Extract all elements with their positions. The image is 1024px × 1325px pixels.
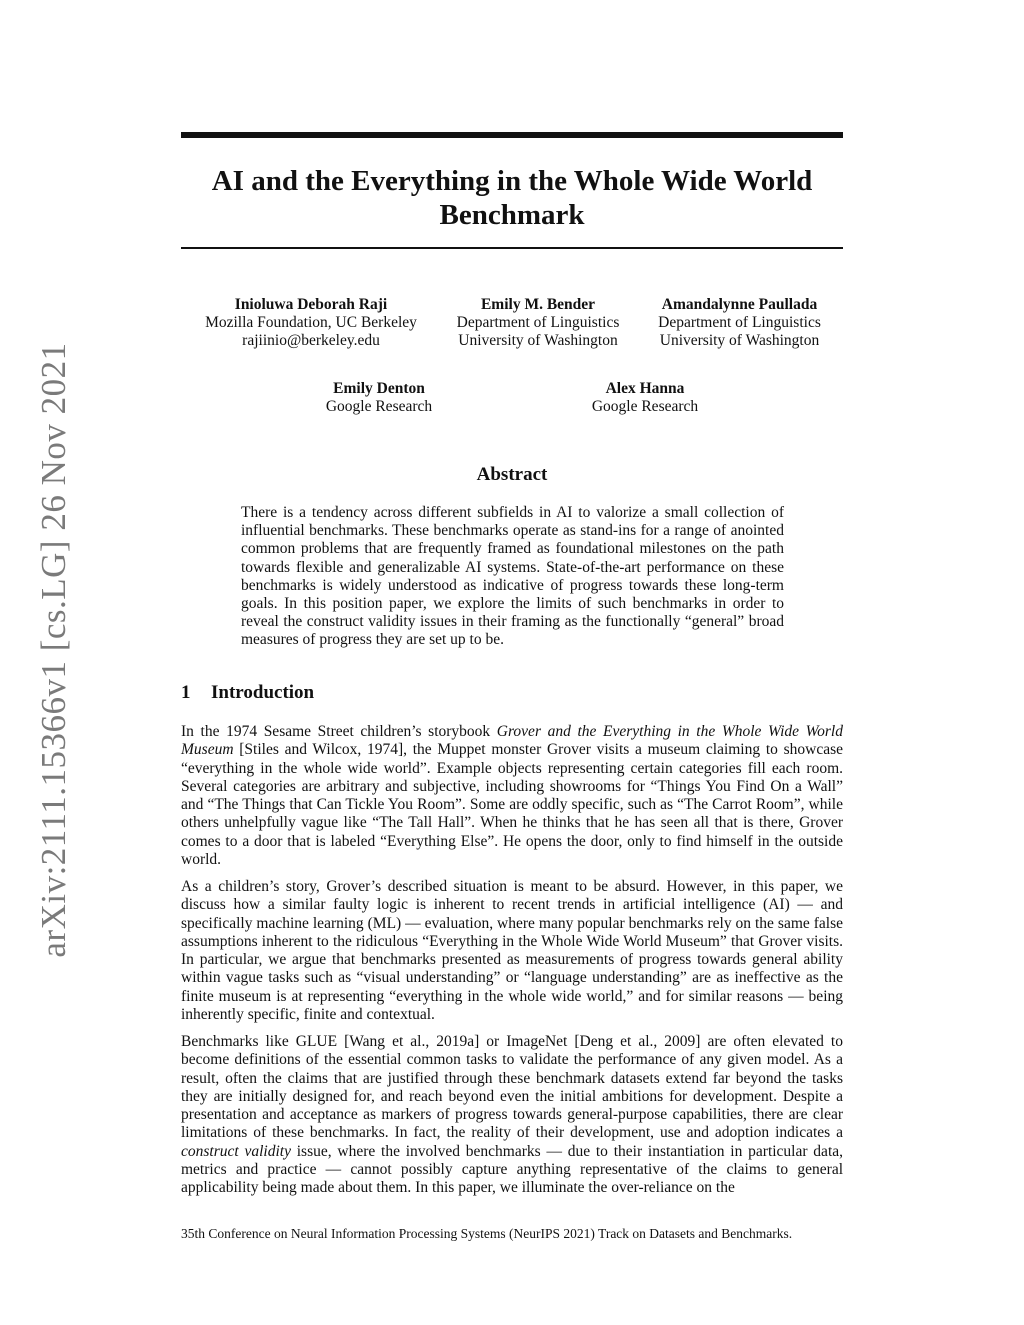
title-line-1: AI and the Everything in the Whole Wide World xyxy=(211,165,813,197)
author-name: Emily Denton xyxy=(333,380,425,397)
intro-paragraph-3 xyxy=(181,1033,843,1198)
author-email: rajiinio@berkeley.edu xyxy=(242,332,380,349)
paragraph-text: [Stiles and Wilcox, 1974], the Muppet monster Grover visits a museum claiming to showcase “everything in the whole wide world”. Example objects representing certain categories fill each room. Several categories are arbitrary and subjective, including showrooms for “Things You Find On a Wall” and “The Things that Can Tickle You Room”. Some are oddly specific, such as “The Carrot Room”, while others unhelpfully vague like “The Tall Hall”. When he thinks that he has seen all that is there, Grover comes to a door that is labeled “Everything Else”. He opens the door, only to find himself in the outside world. xyxy=(181,741,843,869)
paragraph-text: As a children’s story, Grover’s described situation is meant to be absurd. However, in this paper, we discuss how a similar faulty logic is inherent to recent trends in artificial intelligence (AI) — and specifically machine learning (ML) — evaluation, where many popular benchmarks rely on the same false assumptions inherent to the ridiculous “Everything in the Whole Wide World Museum” that Grover visits. In particular, we argue that benchmarks presented as measurements of progress towards general ability within vague tasks such as “visual understanding” or “language understanding” are as ineffective as the finite museum is at representing “everything in the whole wide world,” and for similar reasons — being inherently specific, finite and contextual. xyxy=(181,878,843,1024)
author-name: Emily M. Bender xyxy=(480,296,596,313)
title-top-rule xyxy=(181,132,843,138)
paragraph-text: issue, where the involved benchmarks — due to their instantiation in particular data, metrics and practice — cannot possibly capture anything representative of the claims to general applicability being made about them. In this paper, we illuminate the over-reliance on the xyxy=(181,1142,843,1197)
paragraph-text: Benchmarks like GLUE [Wang et al., 2019a] or ImageNet [Deng et al., 2009] are often elevated to become definitions of the essential common tasks to validate the performance of any given model. As a result, often the claims that are justified through these benchmark datasets extend far beyond the tasks they are initially designed for, and reach beyond even the initial ambitions for development. Despite a presentation and acceptance as markers of progress towards general-purpose capabilities, there are clear limitations of these benchmarks. In fact, the reality of their development, use and adoption indicates a xyxy=(181,1033,843,1142)
arxiv-identifier-text: arXiv:2111.15366v1 [cs.LG] 26 Nov 2021 xyxy=(34,342,73,958)
intro-paragraph-2 xyxy=(181,878,843,1024)
author-block-bender xyxy=(440,296,636,350)
abstract-heading: Abstract xyxy=(476,464,548,485)
intro-paragraph-1 xyxy=(181,723,843,869)
paragraph-text: In the 1974 Sesame Street children’s storybook xyxy=(181,723,497,740)
author-affiliation-university: University of Washington xyxy=(659,332,820,349)
arxiv-side-identifier xyxy=(0,0,72,1325)
author-affiliation: Mozilla Foundation, UC Berkeley xyxy=(205,314,417,331)
paper-title xyxy=(181,164,843,232)
author-name: Alex Hanna xyxy=(605,380,685,397)
section-title: Introduction xyxy=(211,682,315,703)
title-line-2: Benchmark xyxy=(439,199,585,231)
author-block-hanna xyxy=(566,380,724,416)
author-name: Inioluwa Deborah Raji xyxy=(234,296,388,313)
author-affiliation-university: University of Washington xyxy=(458,332,618,349)
author-name: Amandalynne Paullada xyxy=(661,296,818,313)
section-heading-introduction xyxy=(181,682,314,704)
author-affiliation: Department of Linguistics xyxy=(456,314,620,331)
section-number: 1 xyxy=(181,682,191,703)
title-bottom-rule xyxy=(181,247,843,249)
author-block-denton xyxy=(300,380,458,416)
author-affiliation: Department of Linguistics xyxy=(658,314,821,331)
conference-footer-note: 35th Conference on Neural Information Processing Systems (NeurIPS 2021) Track on Datasets and Benchmarks. xyxy=(181,1226,793,1241)
author-block-paullada xyxy=(642,296,837,350)
author-affiliation: Google Research xyxy=(325,398,433,415)
author-affiliation: Google Research xyxy=(591,398,699,415)
emphasis-italic: construct validity xyxy=(181,1142,291,1160)
book-title-italic: Grover and the Everything in the Whole Wide World Museum xyxy=(181,723,843,759)
abstract-text: There is a tendency across different subfields in AI to valorize a small collection of influential benchmarks. These benchmarks operate as stand-ins for a range of anointed common problems that are frequently framed as foundational milestones on the path towards flexible and generalizable AI systems. State-of-the-art performance on these benchmarks is widely understood as indicative of progress towards these long-term goals. In this position paper, we explore the limits of such benchmarks in order to reveal the construct validity issues in their framing as the functionally “general” broad measures of progress they are set up to be. xyxy=(241,504,784,649)
author-block-raji xyxy=(195,296,427,350)
